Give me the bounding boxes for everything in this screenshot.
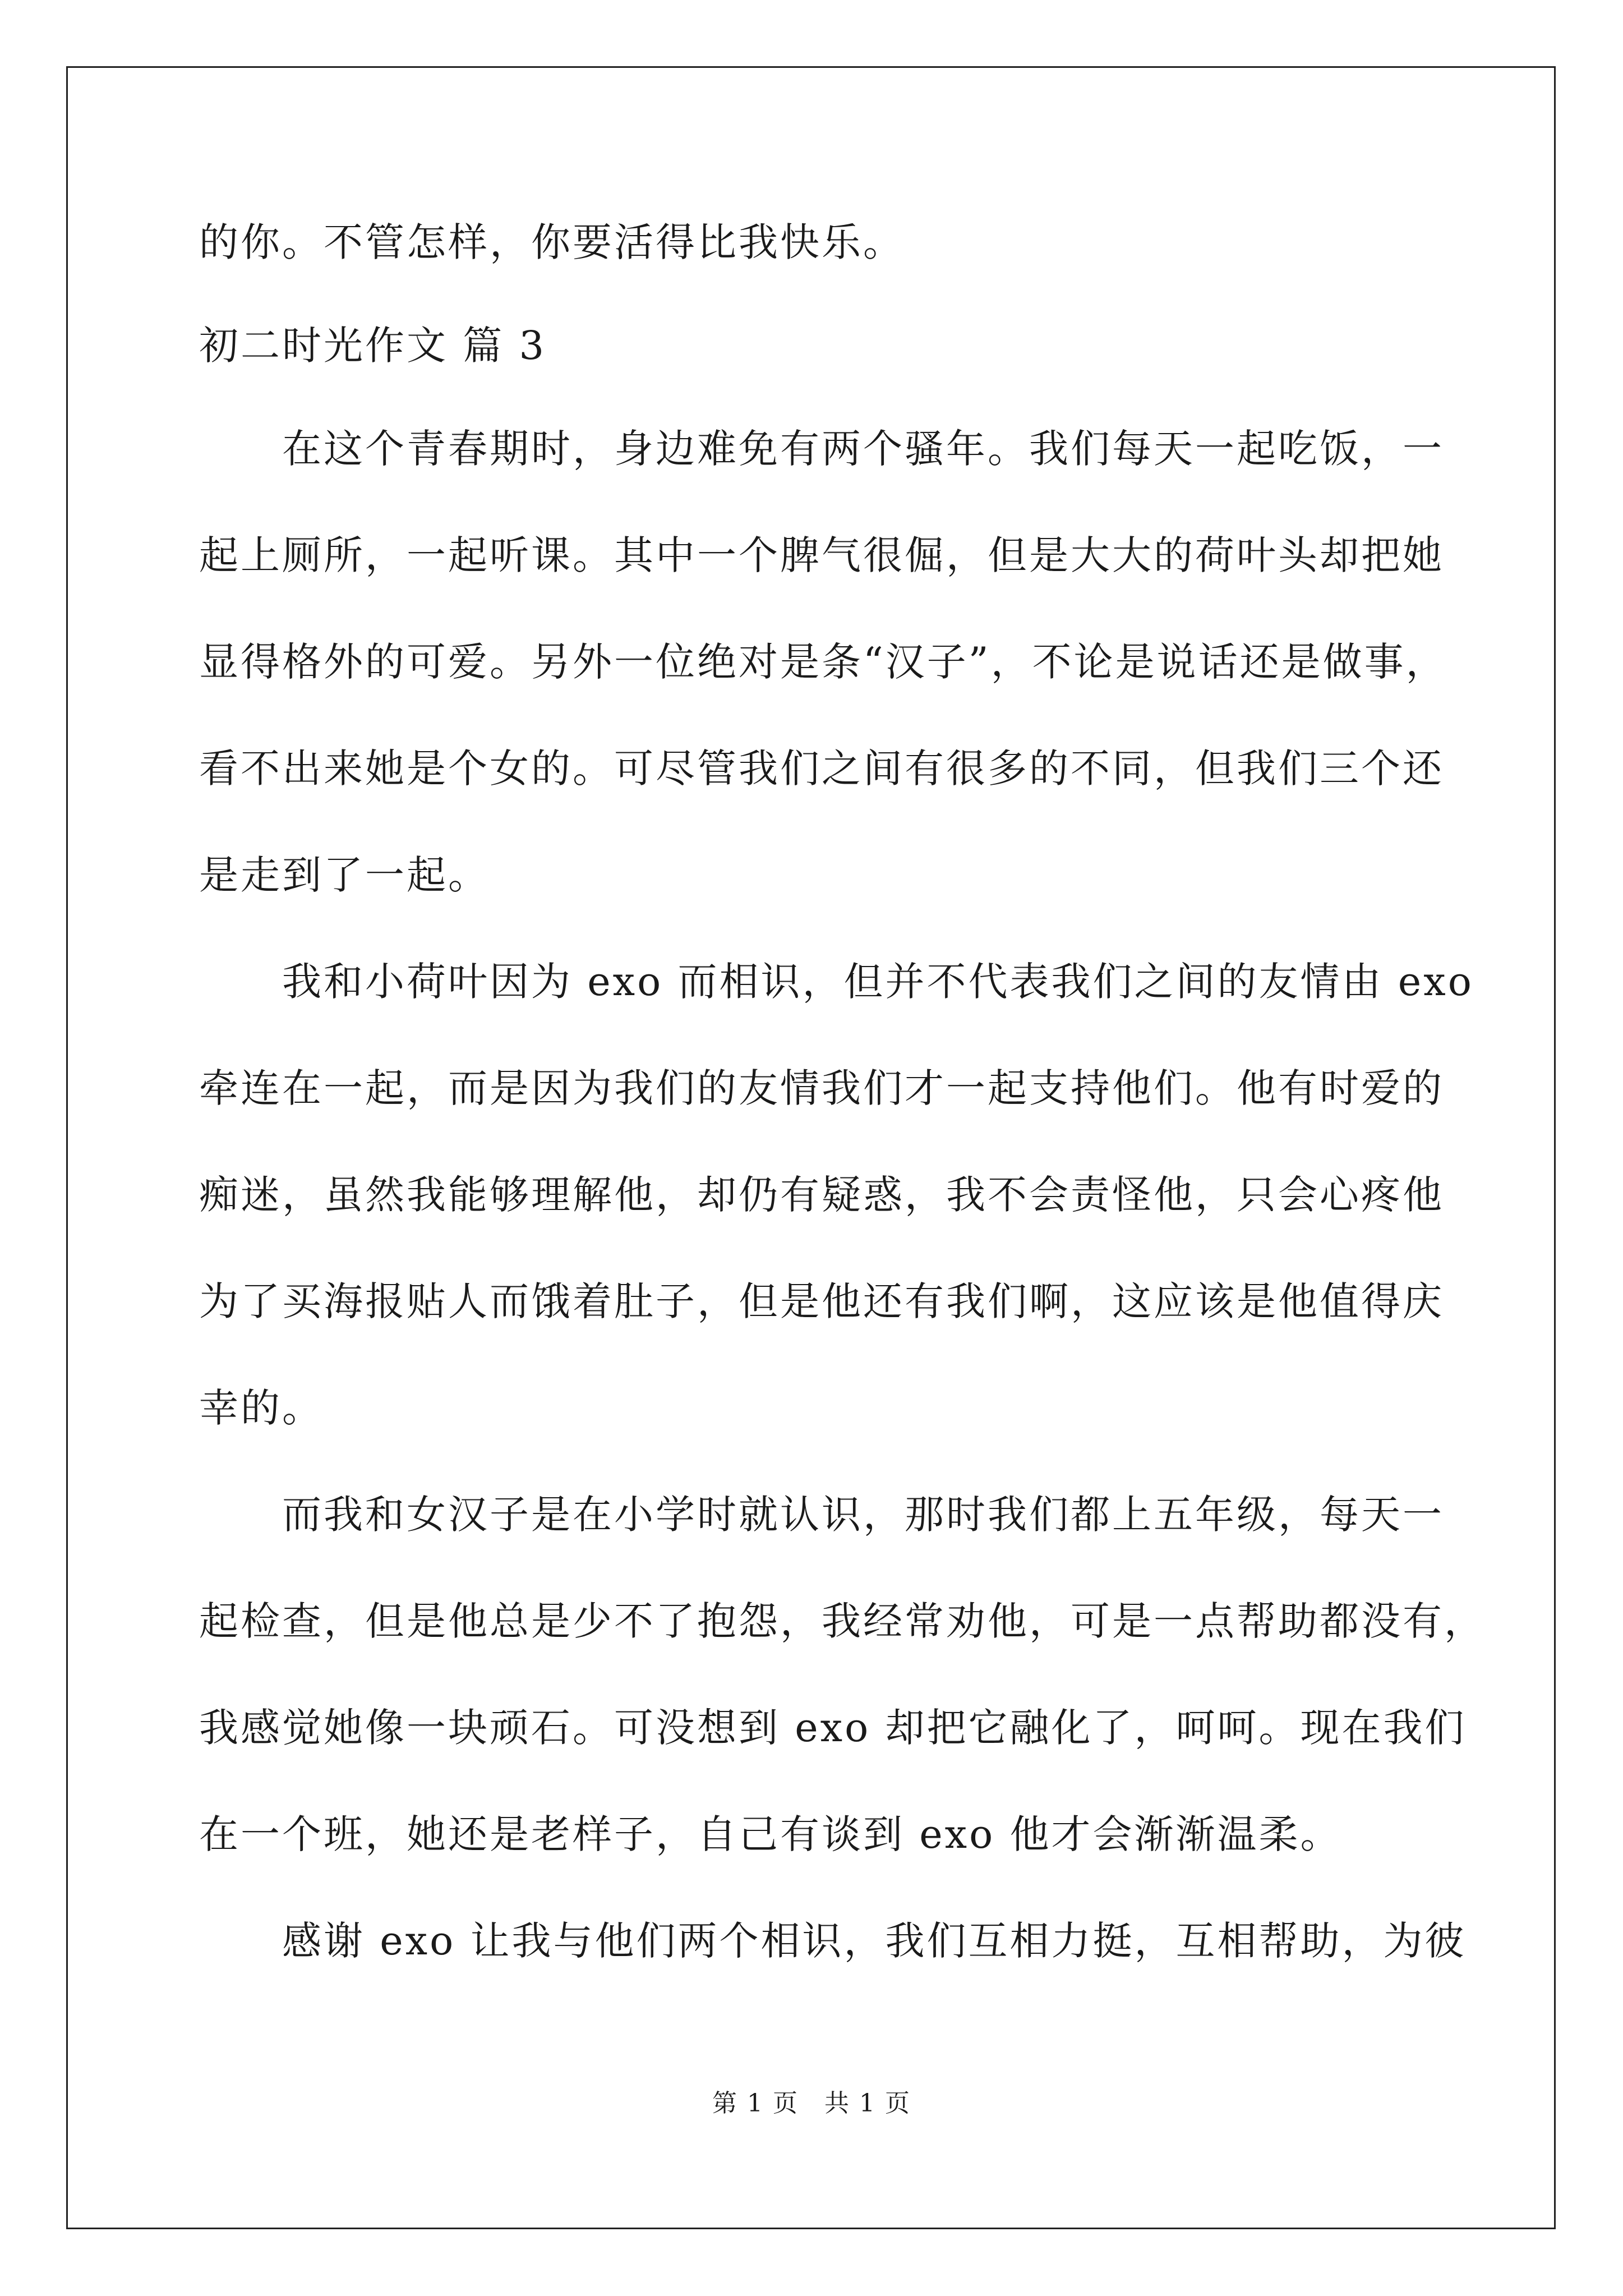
paragraph-2-line: 痴迷，虽然我能够理解他，却仍有疑惑，我不会责怪他，只会心疼他 [199,1172,1444,1218]
paragraph-3-line: 而我和女汉子是在小学时就认识，那时我们都上五年级，每天一 [282,1492,1444,1538]
text-line: 的你。不管怎样，你要活得比我快乐。 [199,219,905,265]
paragraph-4-line: 感谢 exo 让我与他们两个相识，我们互相力挺，互相帮助，为彼 [282,1918,1467,1964]
paragraph-1-line: 在这个青春期时，身边难免有两个骚年。我们每天一起吃饭，一 [282,426,1444,472]
paragraph-2-line: 为了买海报贴人而饿着肚子，但是他还有我们啊，这应该是他值得庆 [199,1278,1444,1324]
paragraph-3-line: 起检查，但是他总是少不了抱怨，我经常劝他，可是一点帮助都没有， [199,1598,1486,1644]
paragraph-1-line: 显得格外的可爱。另外一位绝对是条“汉子”，不论是说话还是做事， [199,639,1447,685]
page-number: 第 1 页 共 1 页 [712,2089,911,2118]
paragraph-2-line: 牵连在一起，而是因为我们的友情我们才一起支持他们。他有时爱的 [199,1065,1444,1111]
paragraph-1-line: 看不出来她是个女的。可尽管我们之间有很多的不同，但我们三个还 [199,746,1444,792]
paragraph-1-line: 起上厕所，一起听课。其中一个脾气很倔，但是大大的荷叶头却把她 [199,532,1444,578]
paragraph-2-line: 幸的。 [199,1385,324,1431]
paragraph-3-line: 我感觉她像一块顽石。可没想到 exo 却把它融化了，呵呵。现在我们 [199,1705,1467,1751]
document-body [199,216,1486,1967]
section-heading: 初二时光作文 篇 3 [199,323,547,369]
paragraph-1-line: 是走到了一起。 [199,852,490,898]
paragraph-3-line: 在一个班，她还是老样子，自己有谈到 exo 他才会渐渐温柔。 [199,1811,1342,1857]
paragraph-2-line: 我和小荷叶因为 exo 而相识，但并不代表我们之间的友情由 exo [282,959,1474,1005]
